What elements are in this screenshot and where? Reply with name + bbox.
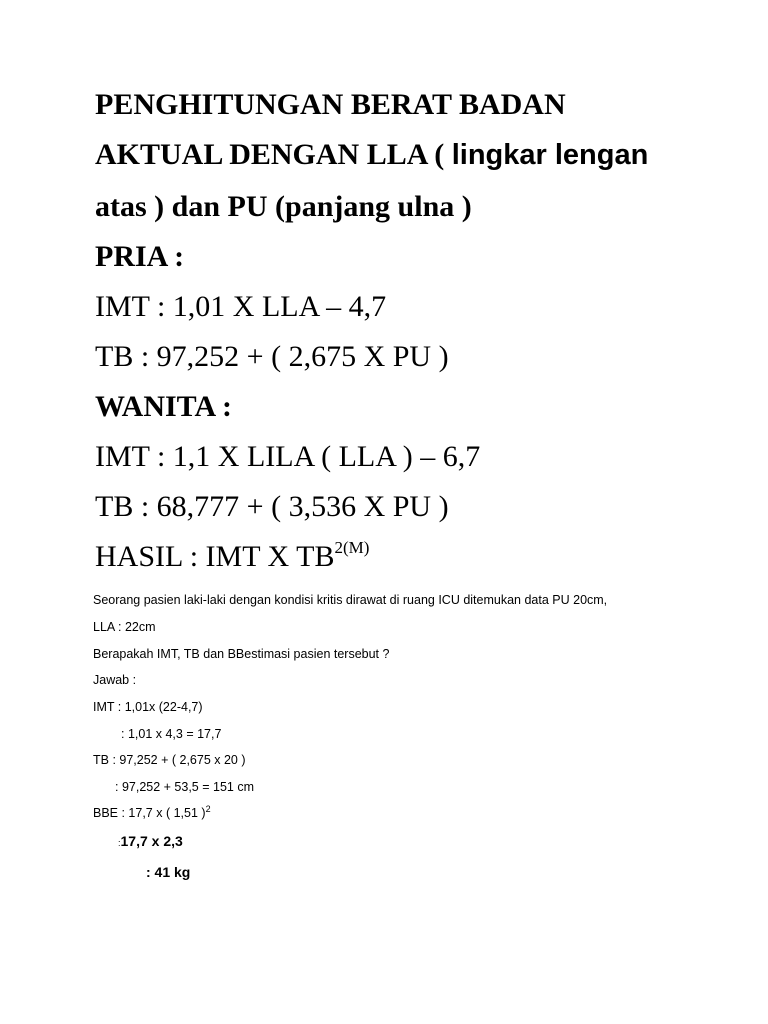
hasil-text: HASIL : IMT X TB xyxy=(95,540,335,573)
heading-line-2 xyxy=(95,138,648,172)
bbe-step-1-superscript: 2 xyxy=(205,803,211,814)
pria-imt-formula: IMT : 1,01 X LLA – 4,7 xyxy=(95,290,387,323)
answer-imt-step-1: IMT : 1,01x (22-4,7) xyxy=(93,700,203,714)
hasil-formula xyxy=(95,540,369,574)
answer-tb-step-1: TB : 97,252 + ( 2,675 x 20 ) xyxy=(93,753,246,767)
question-line-2: LLA : 22cm xyxy=(93,620,156,634)
heading-text-3a: atas ) dan PU ( xyxy=(95,190,286,223)
answer-bbe-step-2 xyxy=(118,833,183,849)
answer-bbe-result: : 41 kg xyxy=(146,864,191,880)
bbe-step-2-colon: : xyxy=(118,838,121,848)
wanita-imt-formula: IMT : 1,1 X LILA ( LLA ) – 6,7 xyxy=(95,440,481,473)
heading-line-1 xyxy=(95,88,566,122)
heading-text-3b: panjang ulna ) xyxy=(285,190,472,223)
pria-tb-formula: TB : 97,252 + ( 2,675 X PU ) xyxy=(95,340,449,373)
answer-bbe-step-1 xyxy=(93,803,211,820)
hasil-superscript: 2(M) xyxy=(334,538,370,557)
heading-line-3 xyxy=(95,190,472,224)
bbe-step-2-text: 17,7 x 2,3 xyxy=(120,833,183,849)
answer-imt-step-2: : 1,01 x 4,3 = 17,7 xyxy=(121,727,222,741)
question-line-3: Berapakah IMT, TB dan BBestimasi pasien tersebut ? xyxy=(93,647,390,661)
wanita-label: WANITA : xyxy=(95,390,232,423)
pria-label: PRIA : xyxy=(95,240,185,273)
answer-label: Jawab : xyxy=(93,673,137,687)
wanita-tb-formula: TB : 68,777 + ( 3,536 X PU ) xyxy=(95,490,449,523)
heading-text-2a: AKTUAL DENGAN LLA ( xyxy=(95,138,452,171)
bbe-step-1-text: BBE : 17,7 x ( 1,51 ) xyxy=(93,806,206,820)
answer-tb-step-2: : 97,252 + 53,5 = 151 cm xyxy=(115,780,254,794)
heading-text-1: PENGHITUNGAN BERAT BADAN xyxy=(95,88,566,121)
heading-text-2b: lingkar lengan xyxy=(451,139,649,171)
question-line-1: Seorang pasien laki-laki dengan kondisi kritis dirawat di ruang ICU ditemukan data PU 20cm, xyxy=(93,593,608,607)
